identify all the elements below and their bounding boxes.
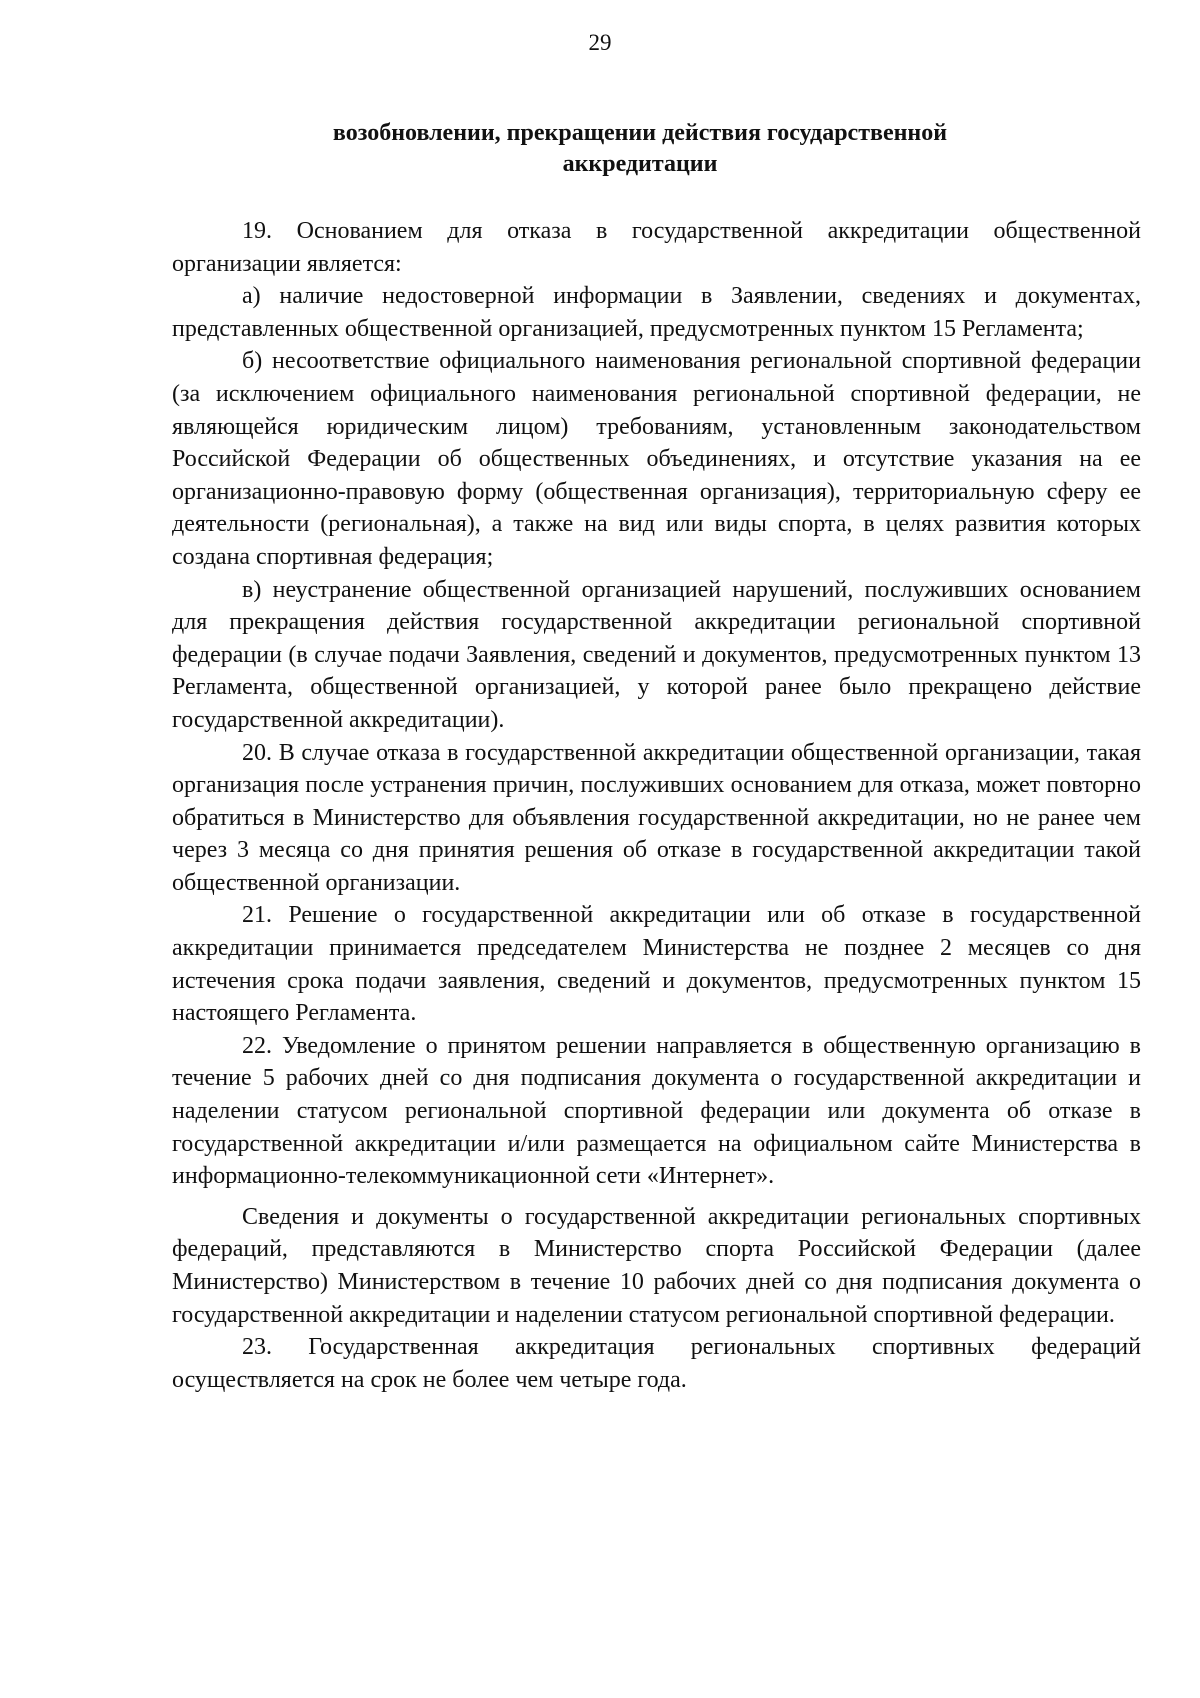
paragraph-23: 23. Государственная аккредитация региональных спортивных федераций осуществляется на срок не более чем четыре года. [172,1334,1141,1393]
paragraph-22: 22. Уведомление о принятом решении направляется в общественную организацию в течение 5 рабочих дней со дня подписания документа о государственной аккредитации и наделении статусом региональной спортивной федерации или документа об отказе в государственной аккредитации и/или размещается на официальном сайте Министерства в информационно-телекоммуникационной сети «Интернет». [172,1032,1141,1190]
paragraph-22-continued: Сведения и документы о государственной аккредитации региональных спортивных федераций, представляются в Министерство спорта Российской Федерации (далее Министерство) Министерством в течение 10 рабочих дней со дня подписания документа о государственной аккредитации и наделении статусом региональной спортивной федерации. [172,1203,1141,1328]
page-number: 29 [588,30,612,55]
paragraph-21: 21. Решение о государственной аккредитации или об отказе в государственной аккредитации принимается председателем Министерства не позднее 2 месяцев со дня истечения срока подачи заявления, сведений и документов, предусмотренных пунктом 15 настоящего Регламента. [172,902,1141,1027]
section-heading-line-1: возобновлении, прекращении действия государственной [332,120,948,146]
section-heading-line-2: аккредитации [562,151,718,177]
paragraph-20: 20. В случае отказа в государственной аккредитации общественной организации, такая организация после устранения причин, послуживших основанием для отказа, может повторно обратиться в Министерство для объявления государственной аккредитации, но не ранее чем через 3 месяца со дня принятия решения об отказе в государственной аккредитации такой общественной организации. [172,739,1141,896]
section-heading [250,118,1030,180]
paragraph-19-v: в) неустранение общественной организацией нарушений, послуживших основанием для прекращения действия государственной аккредитации региональной спортивной федерации (в случае подачи Заявления, сведений и документов, предусмотренных пунктом 13 Регламента, общественной организацией, у которой ранее было прекращено действие государственной аккредитации). [172,576,1141,733]
paragraph-19: 19. Основанием для отказа в государственной аккредитации общественной организации является: [172,218,1141,277]
paragraph-19-b: б) несоответствие официального наименования региональной спортивной федерации (за исключением официального наименования региональной спортивной федерации, не являющейся юридическим лицом) требованиям, установленным законодательством Российской Федерации об общественных объединениях, и отсутствие указания на ее организационно-правовую форму (общественная организация), территориальную сферу ее деятельности (региональная), а также на вид или виды спорта, в целях развития которых создана спортивная федерация; [172,348,1141,570]
document-body [172,215,1141,1396]
paragraph-19-a: а) наличие недостоверной информации в Заявлении, сведениях и документах, представленных общественной организацией, предусмотренных пунктом 15 Регламента; [172,283,1141,342]
